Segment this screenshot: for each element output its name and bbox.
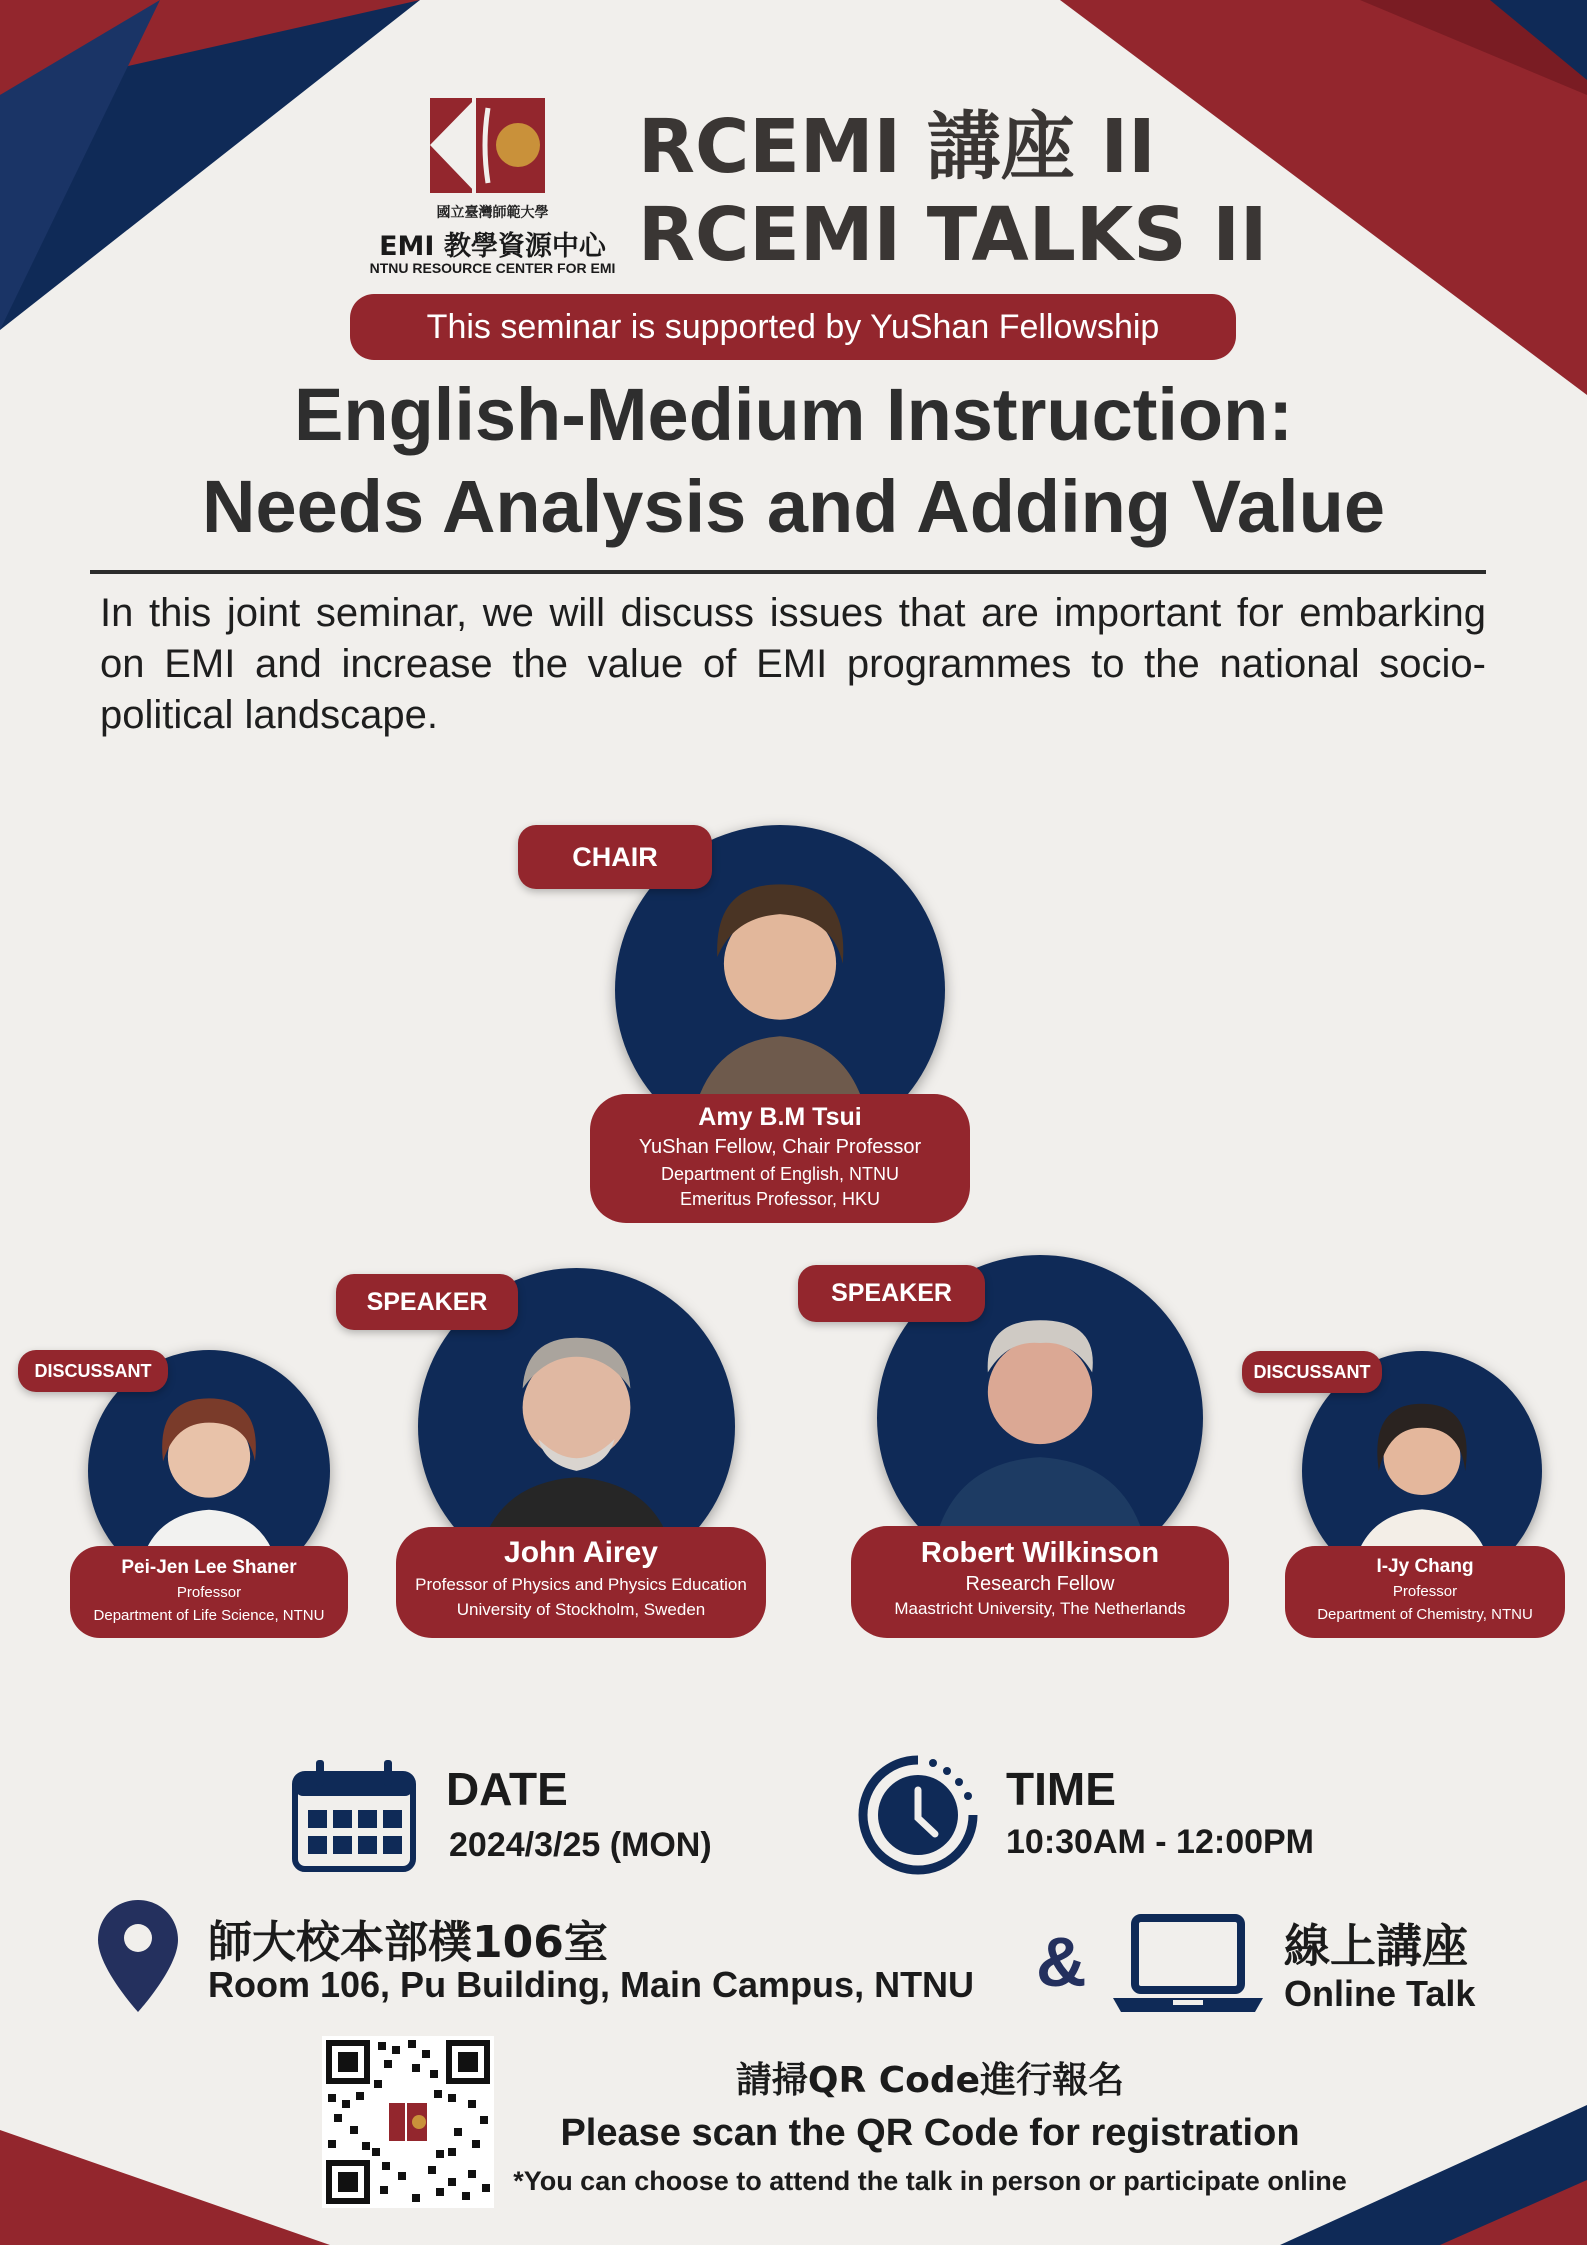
registration-cn: 請掃QR Code進行報名 — [735, 2060, 1125, 2101]
chair-name-box — [590, 1094, 970, 1223]
online-en: Online Talk — [1284, 1973, 1476, 2014]
speaker1-affiliation: University of Stockholm, Sweden — [456, 1600, 706, 1619]
speaker1-name: John Airey — [504, 1536, 658, 1569]
chair-name: Amy B.M Tsui — [698, 1103, 862, 1131]
venue-cn: 師大校本部樸106室 — [208, 1917, 608, 1968]
online-cn: 線上講座 — [1284, 1919, 1468, 1973]
clock-icon — [855, 1752, 981, 1878]
speaker2-title: Research Fellow — [965, 1573, 1115, 1595]
chair-role-tag: CHAIR — [518, 825, 712, 889]
venue-en: Room 106, Pu Building, Main Campus, NTNU — [208, 1964, 975, 2005]
speaker1-name-box — [396, 1527, 766, 1638]
header-title-cn: RCEMI 講座 II — [638, 104, 1156, 190]
calendar-icon — [292, 1760, 416, 1872]
discussant1-name-box — [70, 1546, 348, 1638]
time-label: TIME — [1006, 1763, 1116, 1815]
speaker2-affiliation: Maastricht University, The Netherlands — [894, 1599, 1186, 1618]
date-value: 2024/3/25 (MON) — [449, 1826, 712, 1864]
discussant1-role-tag: DISCUSSANT — [18, 1350, 168, 1392]
discussant1-title: Professor — [176, 1584, 242, 1601]
laptop-icon — [1113, 1914, 1263, 2014]
seminar-title-line2: Needs Analysis and Adding Value — [202, 465, 1385, 548]
discussant2-name-box — [1285, 1546, 1565, 1638]
time-value: 10:30AM - 12:00PM — [1006, 1823, 1315, 1861]
logo-mark — [430, 98, 545, 193]
chair-title: YuShan Fellow, Chair Professor — [638, 1136, 922, 1158]
logo-center-name: EMI 教學資源中心 — [379, 231, 606, 262]
discussant2-role-tag: DISCUSSANT — [1242, 1351, 1382, 1393]
speaker2-name-box — [851, 1526, 1229, 1638]
discussant1-name: Pei-Jen Lee Shaner — [121, 1557, 297, 1578]
location-pin-icon — [96, 1898, 180, 2014]
discussant2-title: Professor — [1392, 1583, 1458, 1600]
header-title-en: RCEMI TALKS II — [638, 192, 1268, 278]
qr-code[interactable] — [322, 2036, 494, 2208]
discussant1-affiliation: Department of Life Science, NTNU — [93, 1607, 325, 1624]
date-label: DATE — [446, 1763, 568, 1815]
speaker2-name: Robert Wilkinson — [920, 1537, 1160, 1569]
chair-affiliation: Emeritus Professor, HKU — [679, 1189, 881, 1209]
logo-university-name: 國立臺灣師範大學 — [436, 205, 549, 221]
seminar-title-line1: English-Medium Instruction: — [294, 373, 1293, 456]
ampersand: & — [1036, 1923, 1087, 2001]
logo-center-name-en: NTNU RESOURCE CENTER FOR EMI — [369, 260, 616, 276]
registration-note: *You can choose to attend the talk in person or participate online — [513, 2166, 1347, 2196]
speaker1-title: Professor of Physics and Physics Education — [415, 1575, 747, 1594]
speaker2-role-tag: SPEAKER — [798, 1265, 985, 1322]
speaker1-role-tag: SPEAKER — [336, 1274, 518, 1330]
rcemi-logo — [360, 98, 625, 278]
seminar-intro: In this joint seminar, we will discuss issues that are important for embarking on EMI and increase the value of EMI programmes to the national socio-political landscape. — [100, 591, 1486, 737]
title-divider — [90, 570, 1486, 574]
support-banner: This seminar is supported by YuShan Fellowship — [350, 294, 1236, 360]
discussant2-affiliation: Department of Chemistry, NTNU — [1317, 1606, 1533, 1623]
discussant2-name: I-Jy Chang — [1376, 1556, 1474, 1577]
registration-en: Please scan the QR Code for registration — [560, 2112, 1300, 2154]
chair-dept: Department of English, NTNU — [660, 1164, 900, 1184]
